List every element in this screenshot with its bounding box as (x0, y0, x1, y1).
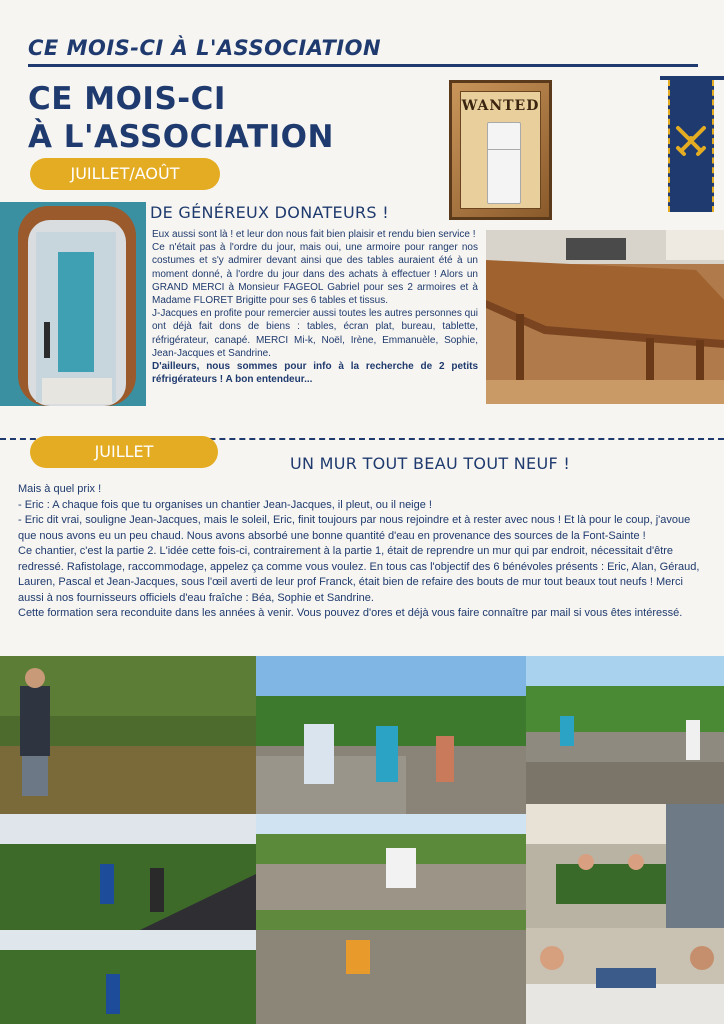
donors-paragraph-3: J-Jacques en profite pour remercier aussi toutes les autres personnes qui ont déjà fait dons de biens : tables, écran plat, bureau, tablette, réfrigérateur, canapé. MERCI Mi-k, Noël, Irène, Emmanuèle, Sophie, Jean-Jacques et Sandrine. (152, 308, 478, 359)
heraldic-banner (668, 80, 714, 212)
collage-photo-1 (0, 656, 256, 814)
collage-photo-8 (256, 910, 526, 1024)
donors-closing: D'ailleurs, nous sommes pour info à la recherche de 2 petits réfrigérateurs ! A bon entendeur... (152, 361, 478, 386)
donors-paragraph-2: Ce n'était pas à l'ordre du jour, mais oui, une armoire pour ranger nos costumes et s'y admirer devant ainsi que des tables auraient été à un moment donné, à l'ordre du jour dans des achats à effectuer ! Alors un GRAND MERCI à Monsieur FAGEOL Gabriel pour ses 2 armoires et à Madame FLORET Brigitte pour ses 6 tables et tissus. (152, 242, 478, 307)
donors-title: DE GÉNÉREUX DONATEURS ! (150, 203, 389, 222)
wanted-label: WANTED (461, 98, 540, 114)
wall-line-1: Mais à quel prix ! (18, 483, 102, 495)
donors-text (152, 228, 478, 386)
wanted-poster (449, 80, 552, 220)
collage-photo-5 (256, 814, 526, 910)
period-pill: JUILLET/AOÛT (30, 158, 220, 190)
collage-photo-9 (526, 928, 724, 1024)
page-title (28, 80, 448, 156)
collage-photo-3 (526, 656, 724, 804)
page-title-line-2: À L'ASSOCIATION (28, 119, 334, 155)
collage-photo-7 (0, 930, 256, 1024)
wall-line-2: - Eric : A chaque fois que tu organises un chantier Jean-Jacques, il pleut, ou il neige ! (18, 498, 432, 511)
kicker-underline (28, 64, 698, 67)
wall-text (18, 482, 708, 622)
wall-line-4: Ce chantier, c'est la partie 2. L'idée cette fois-ci, contrairement à la partie 1, était de reprendre un mur qui par endroit, nécessitait d'être redressé. Rafistolage, raccommodage, appelez ça comme vous voulez. En tous cas l'objectif des 6 bénévoles présents : Eric, Alan, Géraud, Lauren, Pascal et Jean-Jacques, sous l'œil averti de leur prof Franck, était bien de refaire des bouts de mur tout beaux tout neufs ! Merci aussi à nos fournisseurs officiels d'eau fraîche : Béa, Sophie et Sandrine. (18, 545, 700, 604)
wall-line-5: Cette formation sera reconduite dans les années à venir. Vous pouvez d'ores et déjà vous faire connaître par mail si vous êtes intéressé. (18, 607, 683, 619)
fridge-icon (487, 122, 521, 204)
collage-photo-6 (526, 804, 724, 928)
month-pill: JUILLET (30, 436, 218, 468)
tables-photo (486, 230, 724, 404)
collage-photo-2 (256, 656, 526, 814)
collage-photo-4 (0, 814, 256, 930)
wall-title: UN MUR TOUT BEAU TOUT NEUF ! (290, 454, 571, 473)
wall-line-3: - Eric dit vrai, souligne Jean-Jacques, mais le soleil, Eric, finit toujours par nous rejoindre et à rester avec nous ! Et là pour le coup, j'avoue que nous avons eu un peu chaud. Nous avons absorbé une bonne quantité d'eau en provenance des sources de la Font-Sainte ! (18, 514, 691, 542)
wardrobe-photo (0, 202, 146, 406)
page-title-line-1: CE MOIS-CI (28, 81, 226, 117)
donors-paragraph-1: Eux aussi sont là ! et leur don nous fait bien plaisir et rendu bien service ! (152, 229, 476, 240)
crossed-swords-icon (674, 124, 708, 158)
kicker-title: CE MOIS-CI À L'ASSOCIATION (28, 36, 382, 60)
